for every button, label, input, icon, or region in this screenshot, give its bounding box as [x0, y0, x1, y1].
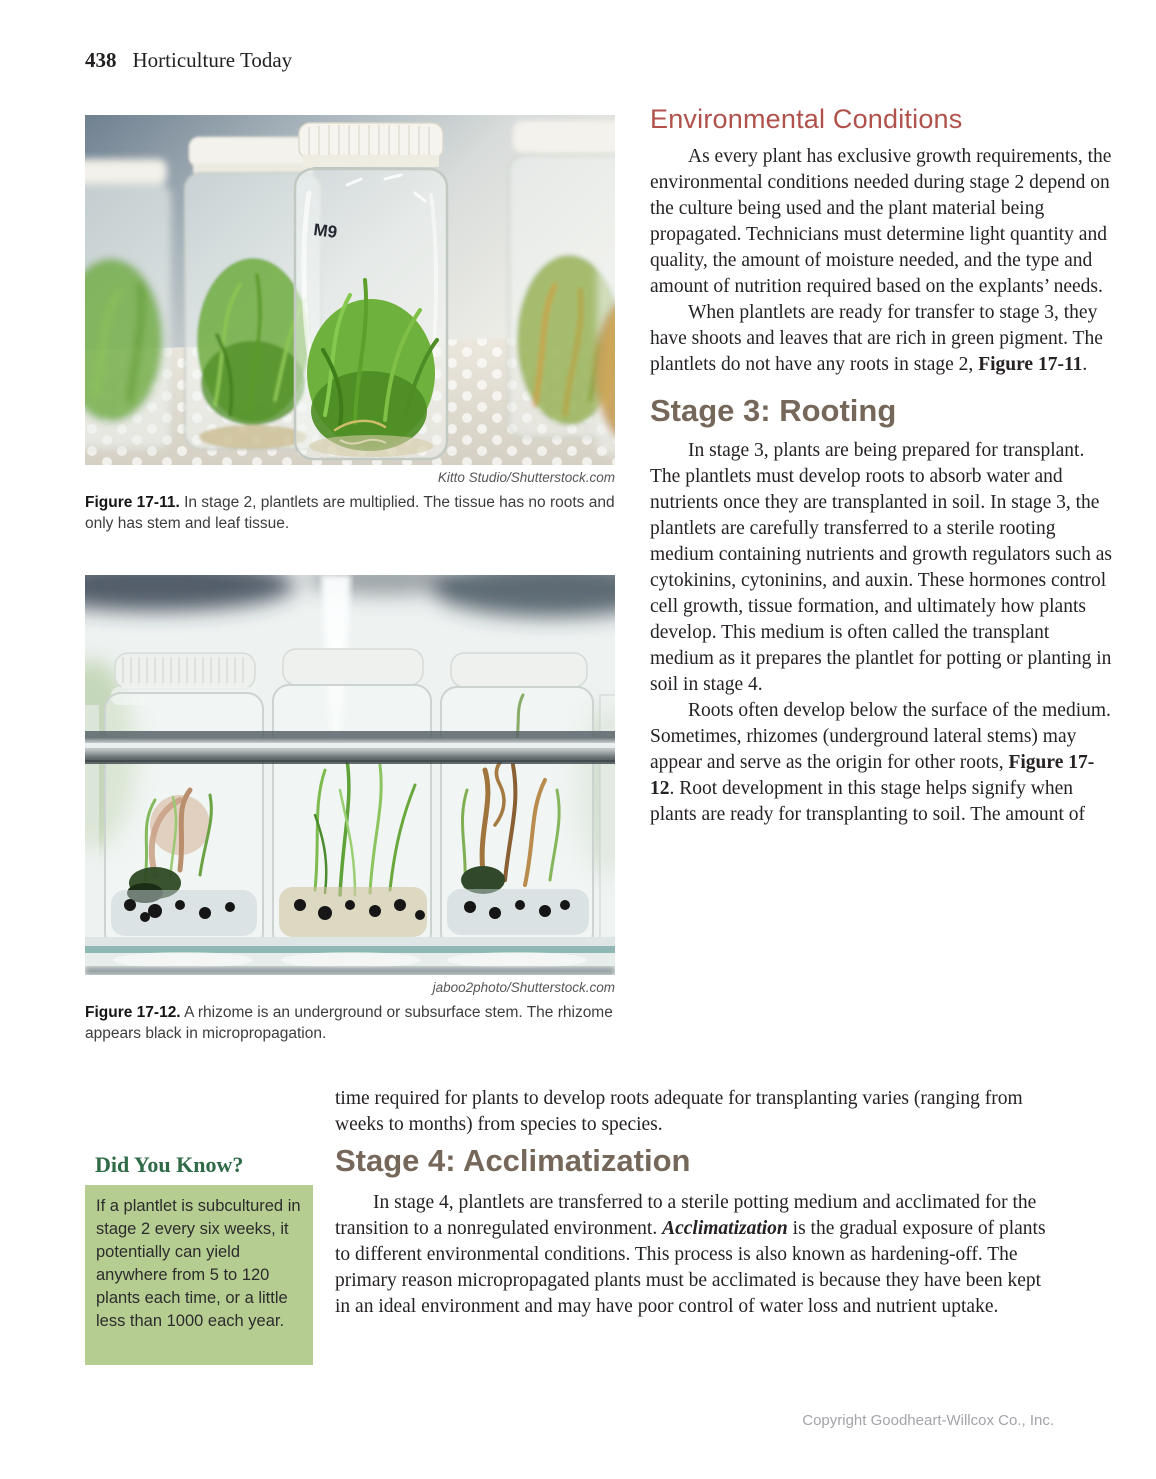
environmental-conditions-heading: Environmental Conditions — [650, 104, 963, 134]
culture-jar-left — [105, 653, 263, 949]
stage-3-paragraph-continued — [335, 1086, 1051, 1138]
figure-17-11-caption-text: In stage 2, plantlets are multiplied. The tissue has no roots and only has stem and leaf tissue. — [85, 494, 615, 532]
mason-jar-center — [295, 123, 447, 459]
figure-17-11-credit: Kitto Studio/Shutterstock.com — [437, 470, 615, 485]
copyright-notice: Copyright Goodheart-Willcox Co., Inc. — [802, 1412, 1054, 1429]
stage-3-paragraph-2 — [650, 698, 1118, 828]
jar-marker-label: M9 — [312, 220, 339, 242]
stage-4-heading: Stage 4: Acclimatization — [335, 1143, 691, 1178]
environmental-paragraph-2 — [650, 300, 1118, 378]
paragraph-text: time required for plants to develop roots adequate for transplanting varies (ranging from weeks to months) from species to species. — [335, 1088, 1023, 1135]
figure-17-12 — [85, 575, 615, 1044]
figure-17-11 — [85, 115, 615, 534]
stage-3-heading: Stage 3: Rooting — [650, 393, 897, 428]
figure-17-12-reference: Figure 17-12 — [650, 752, 1095, 799]
mason-jar-far-left — [85, 159, 171, 449]
did-you-know-text: If a plantlet is subcultured in stage 2 every six weeks, it potentially can yield anywhere from 5 to 120 plants each time, or a little less than 1000 each year. — [96, 1197, 301, 1330]
figure-17-11-caption — [85, 492, 615, 534]
mason-jar-far-right — [595, 255, 615, 455]
paragraph-text: When plantlets are ready for transfer to stage 3, they have shoots and leaves that are rich in green pigment. The plantlets do not have any roots in stage 2, — [650, 302, 1103, 375]
page-number: 438 — [85, 48, 117, 72]
stage-4-section — [335, 1143, 1057, 1320]
figure-17-12-label: Figure 17-12. — [85, 1004, 181, 1021]
figure-17-12-credit: jaboo2photo/Shutterstock.com — [432, 980, 615, 995]
paragraph-text: is the gradual exposure of plants to different environmental conditions. This process is also known as hardening-off. The primary reason micropropagated plants must be acclimated is because they have been kept in an ideal environment and may have poor control of water loss and nutrient uptake. — [335, 1218, 1046, 1317]
stage-4-paragraph — [335, 1190, 1057, 1320]
figure-17-12-caption-text: A rhizome is an underground or subsurface stem. The rhizome appears black in micropropagation. — [85, 1004, 613, 1042]
stage-3-paragraph-1: In stage 3, plants are being prepared for transplant. The plantlets must develop roots to absorb water and nutrients once they are transplanted in soil. In stage 3, the plantlets are carefully transferred to a sterile rooting medium containing nutrients and growth regulators such as cytokinins, cytoninins, and auxin. These hormones control cell growth, tissue formation, and ultimately how plants develop. This medium is often called the transplant medium as it prepares the plantlet for potting or planting in soil in stage 4. — [650, 440, 1112, 695]
book-title: Horticulture Today — [132, 48, 293, 72]
did-you-know-sidebar — [85, 1152, 313, 1365]
acclimatization-key-term: Acclimatization — [662, 1218, 788, 1239]
metal-shelf-rail — [85, 731, 615, 764]
figure-17-12-photo — [85, 575, 615, 975]
paragraph-text: Roots often develop below the surface of the medium. Sometimes, rhizomes (underground lateral stems) may appear and serve as the origin for other roots, — [650, 700, 1111, 773]
paragraph-text: . Root development in this stage helps signify when plants are ready for transplanting to soil. The amount of — [650, 778, 1086, 825]
environmental-paragraph-1: As every plant has exclusive growth requirements, the environmental conditions needed during stage 2 depend on the culture being used and the plant material being propagated. Technicians must determine light quantity and quality, the amount of moisture needed, and the type and amount of nutrition required based on the explants’ needs. — [650, 146, 1112, 297]
culture-jar-right — [441, 653, 593, 949]
figure-17-11-reference: Figure 17-11 — [978, 354, 1083, 375]
figure-17-12-caption — [85, 1002, 615, 1044]
paragraph-text: In stage 4, plantlets are transferred to a sterile potting medium and acclimated for the transition to a nonregulated environment. — [335, 1192, 1037, 1239]
paragraph-text: . — [1082, 354, 1088, 375]
figure-17-11-label: Figure 17-11. — [85, 494, 180, 511]
did-you-know-box — [85, 1185, 313, 1365]
running-head — [85, 48, 292, 73]
right-column — [650, 104, 1118, 828]
culture-jar-center — [273, 649, 431, 949]
did-you-know-heading: Did You Know? — [95, 1152, 244, 1177]
glass-shelf — [85, 937, 615, 975]
figure-17-11-photo — [85, 115, 615, 465]
